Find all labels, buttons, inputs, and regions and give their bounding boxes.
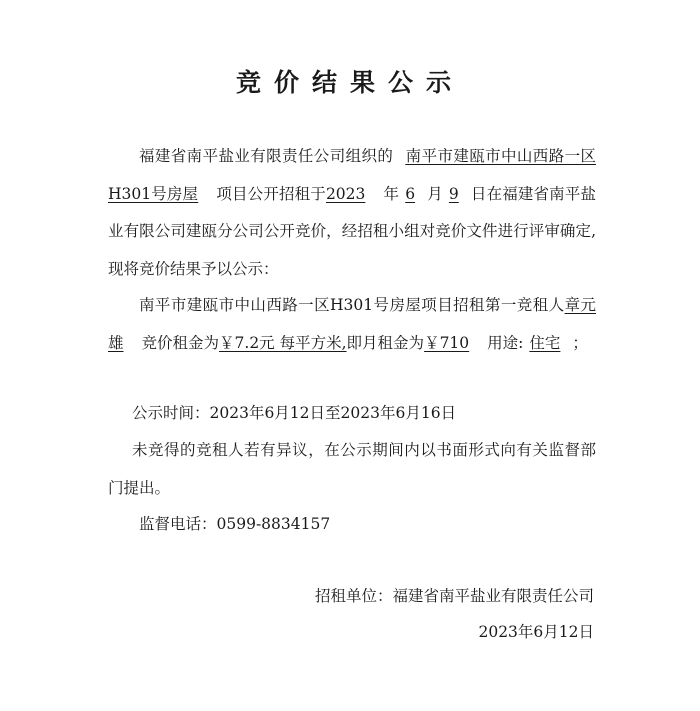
p1-text-e: 日在福建省南平盐业有限公司建瓯分公司公开竞价，经招租小组对竞价文件进行评审确定,现将竞价结果予以公示：	[108, 184, 596, 278]
usage-value: 住宅	[529, 333, 561, 352]
monthly-rent: ￥710	[424, 333, 470, 352]
p2-text-b: 竞价租金为	[141, 333, 220, 352]
bid-year: 2023	[325, 184, 366, 203]
p2-text-e: ；	[572, 333, 588, 352]
publicity-period: 公示时间：2023年6月12日至2023年6月16日	[132, 404, 457, 422]
objection-notice: 未竞得的竞租人若有异议，在公示期间内以书面形式向有关监督部门提出。	[108, 441, 596, 497]
paragraph-organizer	[108, 138, 596, 288]
supervision-phone: 监督电话：0599-8834157	[139, 515, 331, 533]
paragraph-result	[108, 287, 596, 362]
p1-text-a: 福建省南平盐业有限责任公司组织的	[139, 147, 394, 165]
issuing-organization: 招租单位：福建省南平盐业有限责任公司	[314, 587, 594, 605]
p1-text-b: 项目公开招租于	[216, 184, 326, 203]
winner-name: 章元雄	[108, 296, 596, 352]
bid-month: 6	[405, 184, 416, 203]
property-name: 南平市建瓯市中山西路一区H301号房屋	[108, 147, 596, 203]
issue-date: 2023年6月12日	[478, 623, 594, 641]
p1-text-c: 年	[383, 184, 400, 203]
bid-price: ￥7.2元 每平方米,	[219, 333, 347, 352]
p1-text-d: 月	[427, 184, 443, 203]
page-title: 竞价结果公示	[235, 68, 464, 97]
bid-day: 9	[448, 184, 459, 203]
p2-text-a: 南平市建瓯市中山西路一区H301号房屋项目招租第一竞租人	[139, 296, 565, 314]
p2-text-d: 用途:	[487, 333, 524, 352]
p2-text-c: 即月租金为	[346, 333, 425, 352]
